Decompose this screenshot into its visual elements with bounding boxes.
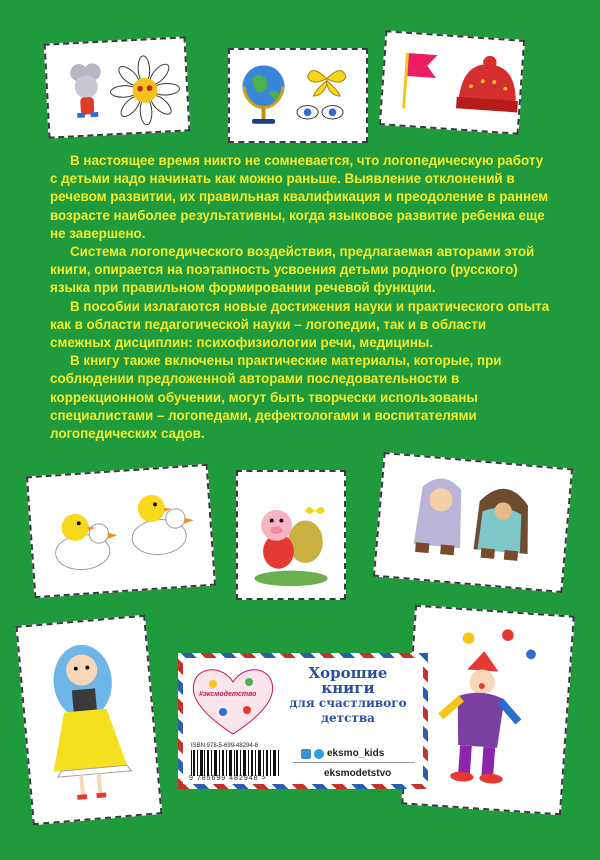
piglet-icon (238, 472, 344, 598)
card-globe-butterfly (228, 48, 368, 143)
card-mouse-flower (44, 36, 191, 138)
duck-chick-icon (28, 466, 214, 596)
postcard-title (283, 666, 413, 726)
social-row-site[interactable] (301, 768, 391, 779)
title-line-1: Хорошие (308, 664, 388, 682)
doll-icon (18, 617, 161, 823)
heart-logo-icon (189, 664, 277, 736)
hedgehog-icon (375, 454, 571, 591)
description-paragraph-4: В книгу также включены практические материалы, которые, при соблюдении предложенной авторами последовательности в коррекционном обучении, могут быть творчески использованы специалистами – логопедами, дефектологами и воспитателями логопедических садов. (50, 353, 502, 442)
social-row-vk[interactable] (301, 748, 391, 759)
card-doll (16, 615, 163, 826)
card-hedgehog (373, 452, 573, 593)
social-links (301, 748, 391, 788)
card-flag-hat (379, 30, 525, 135)
publisher-postcard (178, 653, 428, 789)
title-line-4: детства (321, 711, 375, 725)
globe-butterfly-icon (230, 50, 366, 141)
barcode-icon (189, 750, 281, 776)
flag-hat-icon (381, 32, 523, 132)
description-paragraph-1: В настоящее время никто не сомневается, что логопедическую работу с детьми надо начинать как можно раньше. Выявление отклонений в речевом развитии, их правильная квалификация и преодоление в раннем возрасте наиболее результативны, когда языковое развитие ребенка еще не завершено. (50, 153, 549, 241)
title-line-3: для счастливого (289, 696, 407, 710)
description-paragraph-2: Система логопедического воздействия, предлагаемая авторами этой книги, опирается на поэтапность усвоения детьми родного (русского) языка при правильном формировании речевой функции. (50, 244, 535, 296)
barcode-number: 9 785699 482948 > (189, 775, 267, 782)
description-text (50, 152, 550, 443)
vk-icon (301, 749, 311, 759)
isbn-label: ISBN 978-5-699-48294-8 (191, 743, 259, 749)
mouse-daisy-icon (46, 38, 189, 136)
card-piglet (236, 470, 346, 600)
social-tg-handle: eksmodetstvo (324, 768, 392, 779)
logo-hashtag: #эксмодетство (199, 691, 257, 698)
telegram-icon (314, 749, 324, 759)
description-paragraph-3: В пособии излагаются новые достижения науки и практического опыта как в области педагогической науки – логопедии, так и в области смежных дисциплин: психофизиологии речи, медицины. (50, 298, 550, 351)
social-vk-handle: eksmo_kids (327, 748, 385, 759)
card-chicks-ducks (26, 464, 216, 598)
title-line-2: книги (321, 679, 375, 697)
clown-icon (403, 607, 572, 813)
